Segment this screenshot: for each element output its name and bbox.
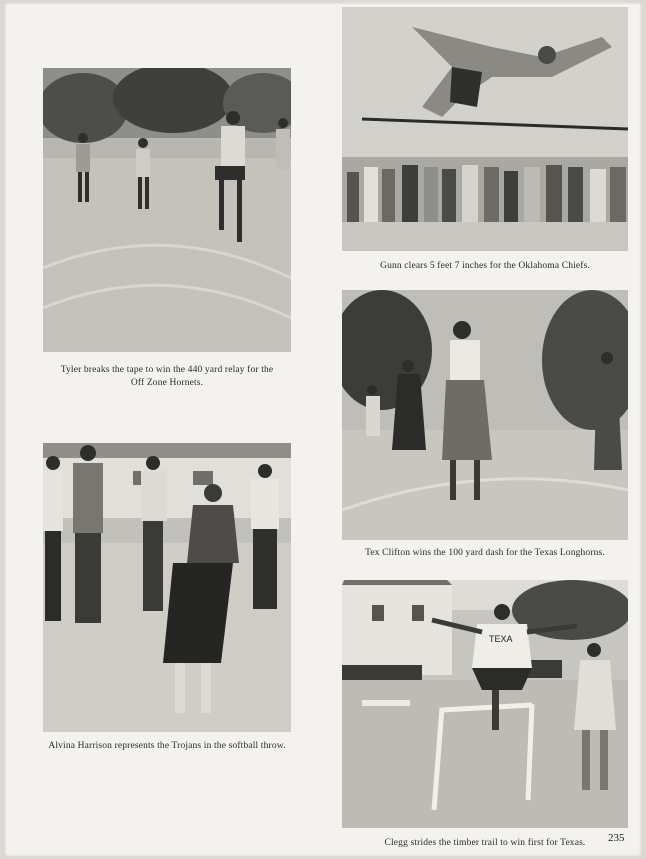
relay-caption-line1: Tyler breaks the tape to win the 440 yard relay for the bbox=[60, 365, 274, 375]
highjump-photo-image bbox=[342, 7, 628, 251]
yearbook-page bbox=[4, 2, 642, 857]
relay-photo bbox=[43, 68, 291, 352]
dash-photo bbox=[342, 290, 628, 540]
hurdles-photo bbox=[342, 580, 628, 828]
hurdles-caption bbox=[342, 837, 628, 850]
dash-caption bbox=[342, 547, 628, 560]
softball-caption-text: Alvina Harrison represents the Trojans in the softball throw. bbox=[48, 741, 286, 751]
highjump-photo bbox=[342, 7, 628, 251]
softball-caption bbox=[43, 740, 291, 753]
dash-caption-text: Tex Clifton wins the 100 yard dash for the Texas Longhorns. bbox=[365, 548, 605, 558]
dash-photo-image bbox=[342, 290, 628, 540]
highjump-caption bbox=[342, 260, 628, 273]
hurdler-shirt-text: TEXA bbox=[489, 634, 513, 644]
highjump-caption-text: Gunn clears 5 feet 7 inches for the Oklahoma Chiefs. bbox=[380, 261, 590, 271]
hurdles-photo-image bbox=[342, 580, 628, 828]
softball-photo-image bbox=[43, 443, 291, 732]
relay-caption-line2: Off Zone Hornets. bbox=[130, 378, 204, 388]
softball-photo bbox=[43, 443, 291, 732]
relay-photo-image bbox=[43, 68, 291, 352]
hurdles-caption-text: Clegg strides the timber trail to win first for Texas. bbox=[384, 838, 586, 848]
relay-caption bbox=[43, 364, 291, 390]
page-number: 235 bbox=[608, 832, 625, 844]
